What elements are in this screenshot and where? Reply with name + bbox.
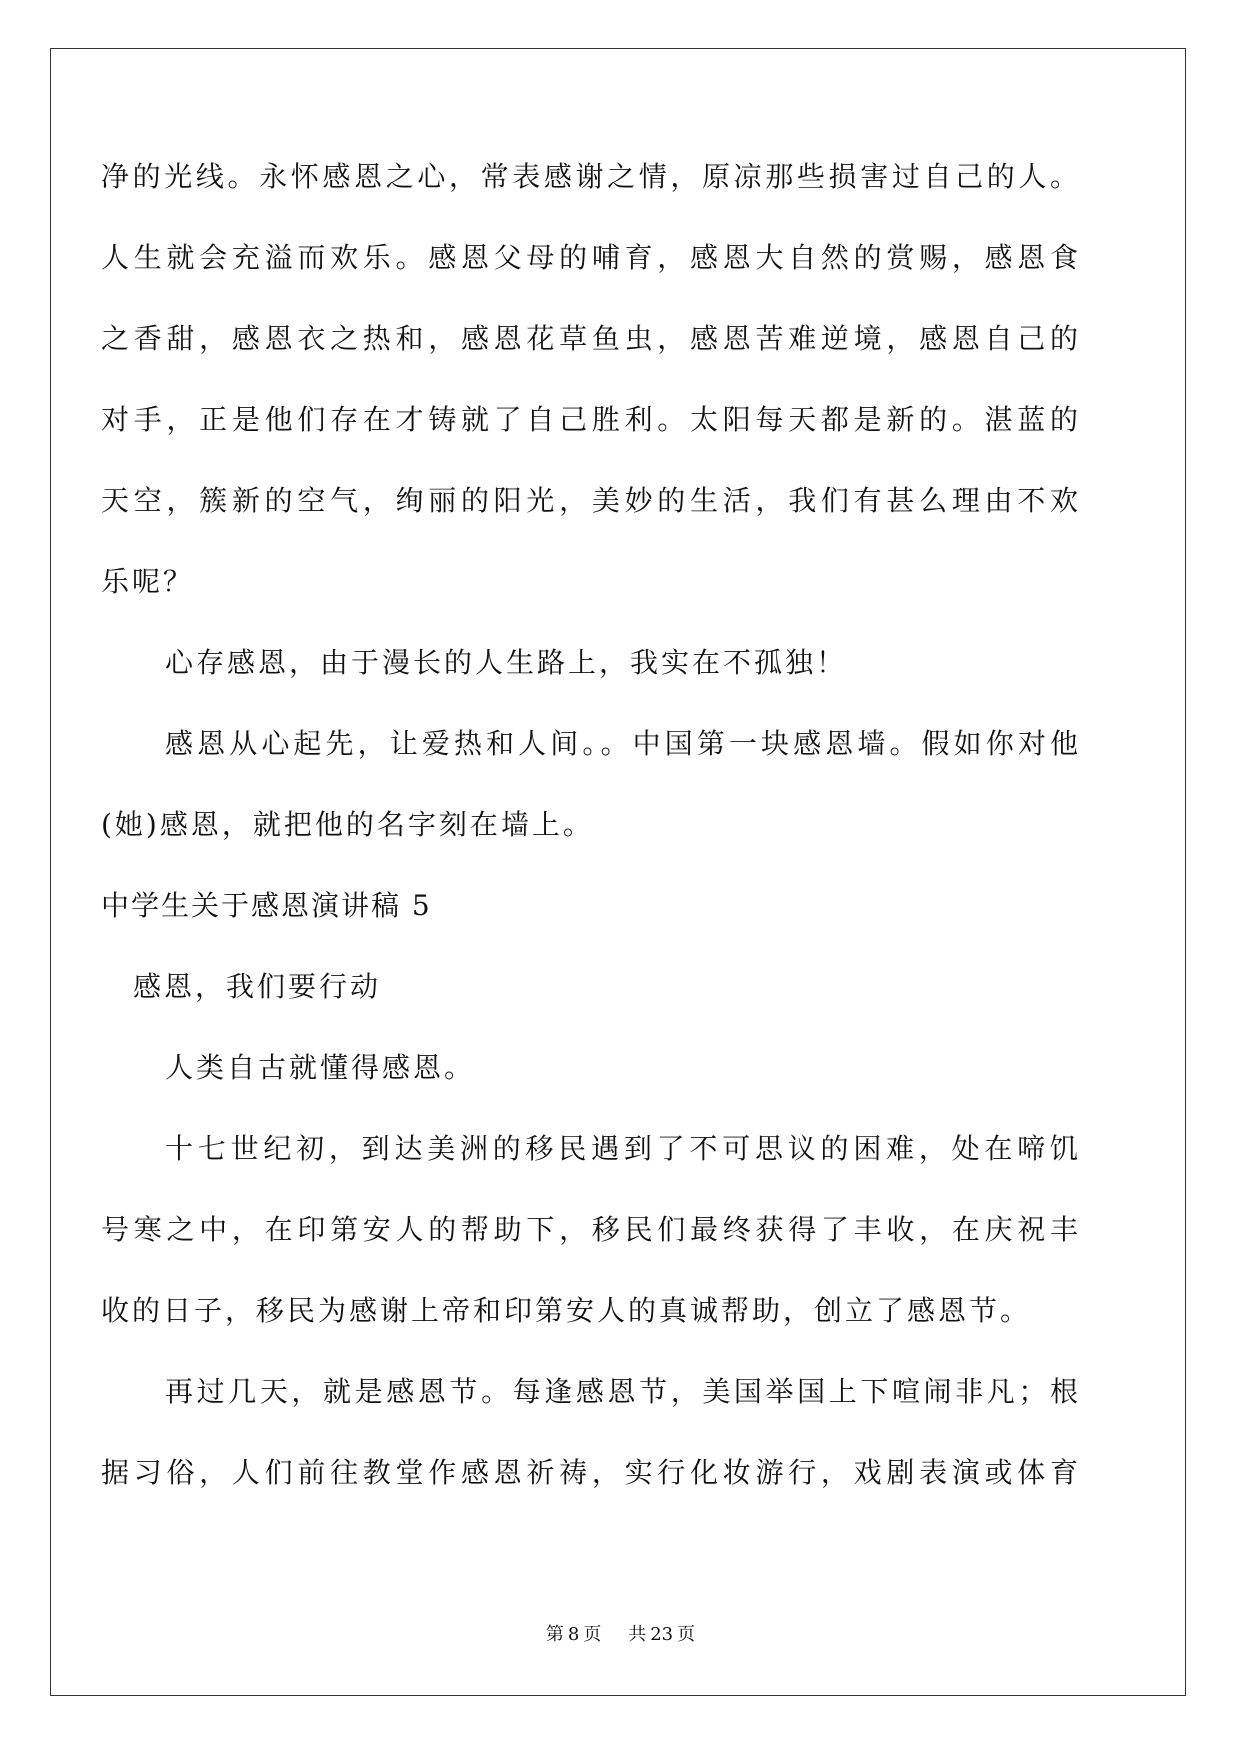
paragraph-line: 再过几天，就是感恩节。每逢感恩节，美国举国上下喧闹非凡；根 <box>165 1375 1081 1408</box>
body-line: 号寒之中，在印第安人的帮助下，移民们最终获得了丰收，在庆祝丰 <box>101 1213 1081 1246</box>
page-number: 8 <box>567 1624 580 1645</box>
paragraph-line: 感恩从心起先，让爱热和人间。。中国第一块感恩墙。假如你对他 <box>165 727 1081 760</box>
body-line: 据习俗，人们前往教堂作感恩祈祷，实行化妆游行，戏剧表演或体育 <box>101 1456 1081 1489</box>
body-line: 收的日子，移民为感谢上帝和印第安人的真诚帮助，创立了感恩节。 <box>101 1294 1032 1327</box>
speech-title: 感恩，我们要行动 <box>133 970 382 1003</box>
body-line: 净的光线。永怀感恩之心，常表感谢之情，原凉那些损害过自己的人。 <box>101 160 1081 193</box>
paragraph-line: 人类自古就懂得感恩。 <box>165 1051 476 1084</box>
section-heading: 中学生关于感恩演讲稿 5 <box>101 889 432 922</box>
page-footer <box>0 1620 1241 1646</box>
total-pages: 23 <box>650 1624 674 1645</box>
body-line: 人生就会充溢而欢乐。感恩父母的哺育，感恩大自然的赏赐，感恩食 <box>101 241 1081 274</box>
paragraph-line: 心存感恩，由于漫长的人生路上，我实在不孤独！ <box>165 646 848 679</box>
page-label-prefix: 第 <box>545 1624 564 1645</box>
body-line: 天空，簇新的空气，绚丽的阳光，美妙的生活，我们有甚么理由不欢 <box>101 484 1081 517</box>
body-line: 对手，正是他们存在才铸就了自己胜利。太阳每天都是新的。湛蓝的 <box>101 403 1081 436</box>
total-label-prefix: 共 <box>628 1624 647 1645</box>
body-line: 乐呢？ <box>101 565 195 598</box>
document-body <box>101 136 1081 1513</box>
total-label-suffix: 页 <box>677 1624 696 1645</box>
paragraph-line: 十七世纪初，到达美洲的移民遇到了不可思议的困难，处在啼饥 <box>165 1132 1081 1165</box>
body-line: 之香甜，感恩衣之热和，感恩花草鱼虫，感恩苦难逆境，感恩自己的 <box>101 322 1081 355</box>
page-label-suffix: 页 <box>583 1624 602 1645</box>
body-line: (她)感恩，就把他的名字刻在墙上。 <box>101 808 594 841</box>
